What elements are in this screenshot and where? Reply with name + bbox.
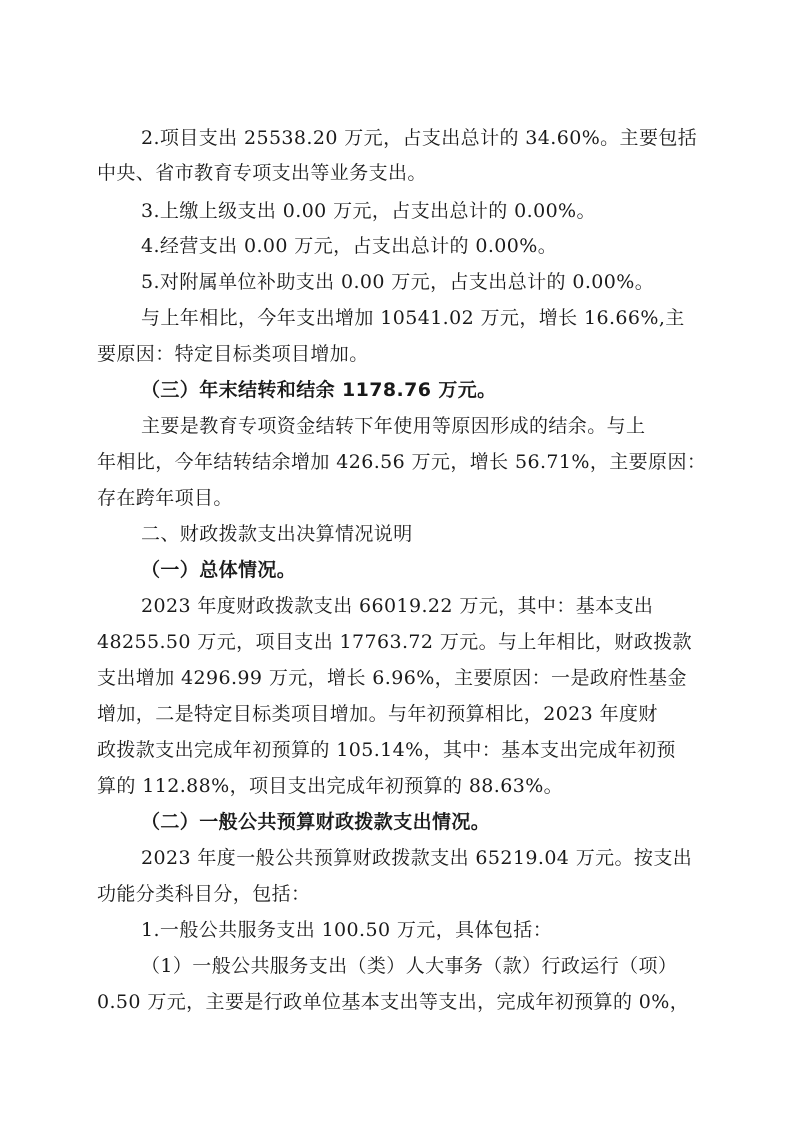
paragraph-line: 3.上缴上级支出 0.00 万元，占支出总计的 0.00%。 bbox=[141, 200, 596, 222]
paragraph-line: 5.对附属单位补助支出 0.00 万元，占支出总计的 0.00%。 bbox=[141, 271, 655, 293]
paragraph-line: 与上年相比，今年支出增加 10541.02 万元，增长 16.66%,主 bbox=[141, 307, 685, 329]
paragraph-line: 2.项目支出 25538.20 万元，占支出总计的 34.60%。主要包括 bbox=[141, 127, 698, 149]
paragraph-line: 48255.50 万元，项目支出 17763.72 万元。与上年相比，财政拨款 bbox=[97, 631, 693, 653]
paragraph-line: 4.经营支出 0.00 万元，占支出总计的 0.00%。 bbox=[141, 235, 558, 257]
paragraph-line: 存在跨年项目。 bbox=[97, 487, 233, 509]
paragraph-line: 2023 年度财政拨款支出 66019.22 万元，其中：基本支出 bbox=[141, 595, 654, 617]
paragraph-line: 主要是教育专项资金结转下年使用等原因形成的结余。与上 bbox=[141, 415, 646, 437]
paragraph-line: 2023 年度一般公共预算财政拨款支出 65219.04 万元。按支出 bbox=[141, 847, 693, 869]
paragraph-line: 年相比，今年结转结余增加 426.56 万元，增长 56.71%，主要原因： bbox=[97, 451, 707, 473]
section-heading: （一）总体情况。 bbox=[141, 559, 297, 581]
paragraph-line: 增加，二是特定目标类项目增加。与年初预算相比，2023 年度财 bbox=[97, 703, 658, 725]
paragraph-line: 功能分类科目分，包括： bbox=[97, 883, 311, 905]
paragraph-line: 算的 112.88%，项目支出完成年初预算的 88.63%。 bbox=[97, 775, 564, 797]
paragraph-line: 要原因：特定目标类项目增加。 bbox=[97, 343, 369, 365]
paragraph-line: 中央、省市教育专项支出等业务支出。 bbox=[97, 162, 427, 184]
section-heading: （三）年末结转和结余 1178.76 万元。 bbox=[141, 379, 497, 401]
paragraph-line: 0.50 万元，主要是行政单位基本支出等支出，完成年初预算的 0%， bbox=[97, 991, 690, 1013]
paragraph-line: 1.一般公共服务支出 100.50 万元，具体包括： bbox=[141, 919, 553, 941]
paragraph-line: 支出增加 4296.99 万元，增长 6.96%，主要原因：一是政府性基金 bbox=[97, 667, 687, 689]
paragraph-line: 政拨款支出完成年初预算的 105.14%，其中：基本支出完成年初预 bbox=[97, 739, 676, 761]
section-heading: 二、财政拨款支出决算情况说明 bbox=[141, 523, 413, 545]
section-heading: （二）一般公共预算财政拨款支出情况。 bbox=[141, 811, 491, 833]
paragraph-line: （1）一般公共服务支出（类）人大事务（款）行政运行（项） bbox=[141, 955, 678, 977]
